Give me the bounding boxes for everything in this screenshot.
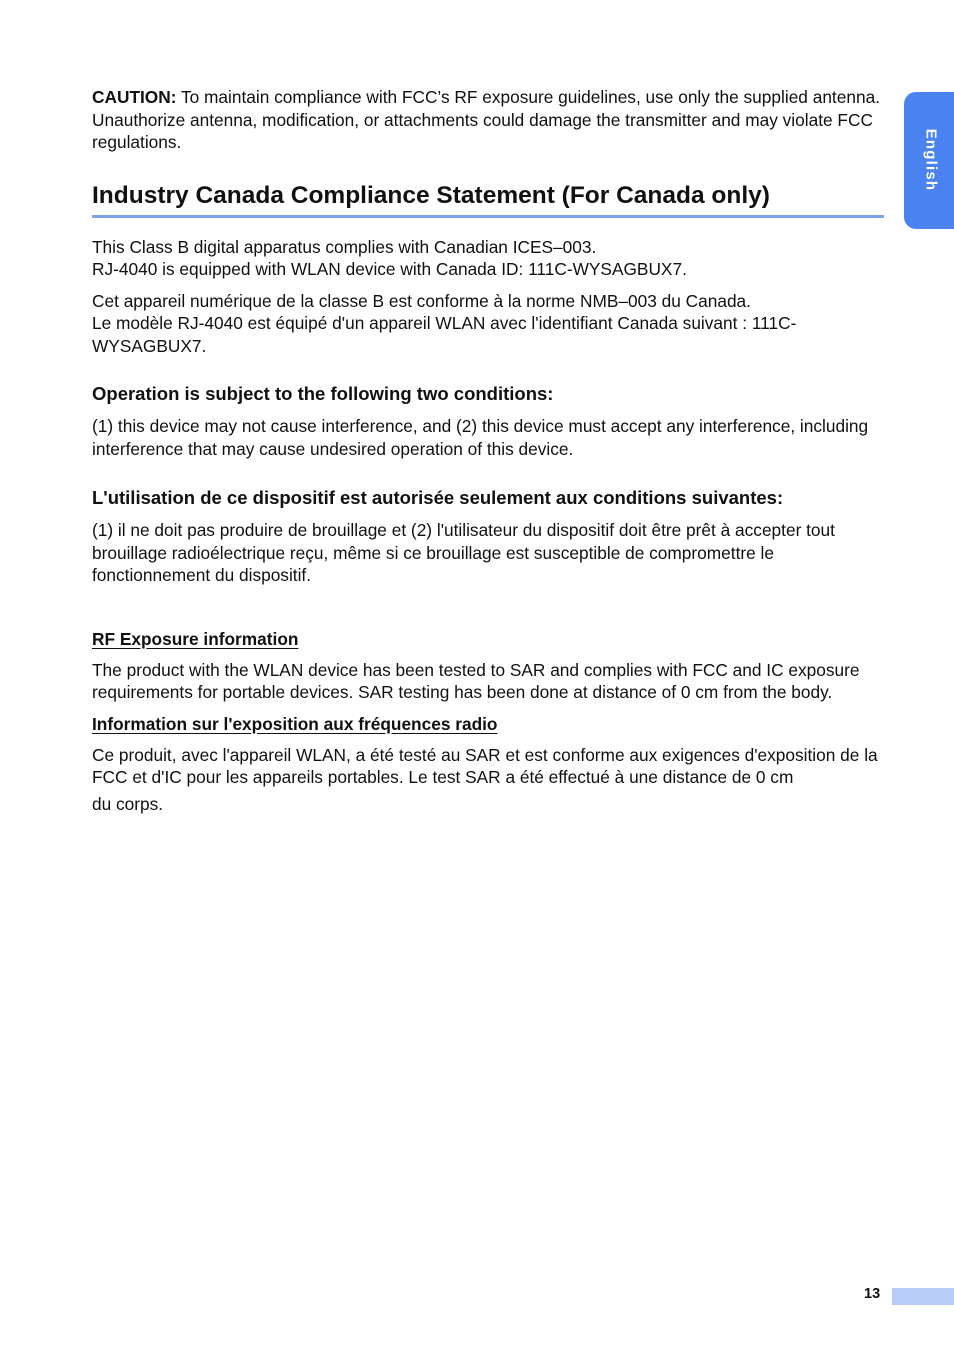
rf-exposure-text-fr-main: Ce produit, avec l'appareil WLAN, a été testé au SAR et est conforme aux exigences d'exposition de la FCC et d'IC pour les appareils portables. Le test SAR a été effectué à une distance de 0 cm: [92, 744, 878, 787]
caution-label: CAUTION:: [92, 87, 177, 107]
caution-text: To maintain compliance with FCC’s RF exposure guidelines, use only the supplied antenna. Unauthorize antenna, modification, or attachments could damage the transmitter and may violate FCC regulations.: [92, 87, 880, 152]
conditions-text-fr: (1) il ne doit pas produire de brouillage et (2) l'utilisateur du dispositif doit être prêt à accepter tout brouillage radioélectrique reçu, même si ce brouillage est susceptible de compromettre le fonctionnement du dispositif.: [92, 520, 835, 585]
compliance-fr-line1: Cet appareil numérique de la classe B est conforme à la norme NMB–003 du Canada.: [92, 290, 751, 311]
compliance-paragraph-en: [92, 236, 884, 281]
section-title: Industry Canada Compliance Statement (For Canada only): [92, 181, 884, 218]
rf-exposure-text-fr-end: du corps.: [92, 793, 164, 814]
rf-exposure-text-fr: [92, 744, 884, 816]
conditions-heading-fr: L'utilisation de ce dispositif est autorisée seulement aux conditions suivantes:: [92, 487, 784, 508]
rf-exposure-heading-en-text: RF Exposure information: [92, 628, 299, 649]
rf-exposure-text-en: The product with the WLAN device has been tested to SAR and complies with FCC and IC exposure requirements for portable devices. SAR testing has been done at distance of 0 cm from the body.: [92, 659, 860, 702]
rf-exposure-heading-fr: [92, 713, 884, 735]
compliance-en-line2: RJ-4040 is equipped with WLAN device with Canada ID: 111C-WYSAGBUX7.: [92, 259, 687, 279]
caution-paragraph: [92, 86, 884, 154]
compliance-en-line1: This Class B digital apparatus complies with Canadian ICES–003.: [92, 236, 597, 257]
rf-exposure-heading-en: [92, 628, 884, 650]
conditions-text-en: (1) this device may not cause interference, and (2) this device must accept any interference, including interference that may cause undesired operation of this device.: [92, 416, 869, 459]
conditions-heading-en: Operation is subject to the following two conditions:: [92, 383, 554, 404]
rf-exposure-heading-fr-text: Information sur l'exposition aux fréquences radio: [92, 713, 498, 734]
language-tab-label: English: [922, 128, 940, 192]
page-number-bar: [892, 1288, 954, 1305]
compliance-fr-line2: Le modèle RJ-4040 est équipé d'un appareil WLAN avec l'identifiant Canada suivant : 111C-WYSAGBUX7.: [92, 313, 797, 356]
page-number: 13: [864, 1286, 881, 1302]
compliance-paragraph-fr: [92, 290, 884, 358]
page-content: [92, 86, 884, 815]
